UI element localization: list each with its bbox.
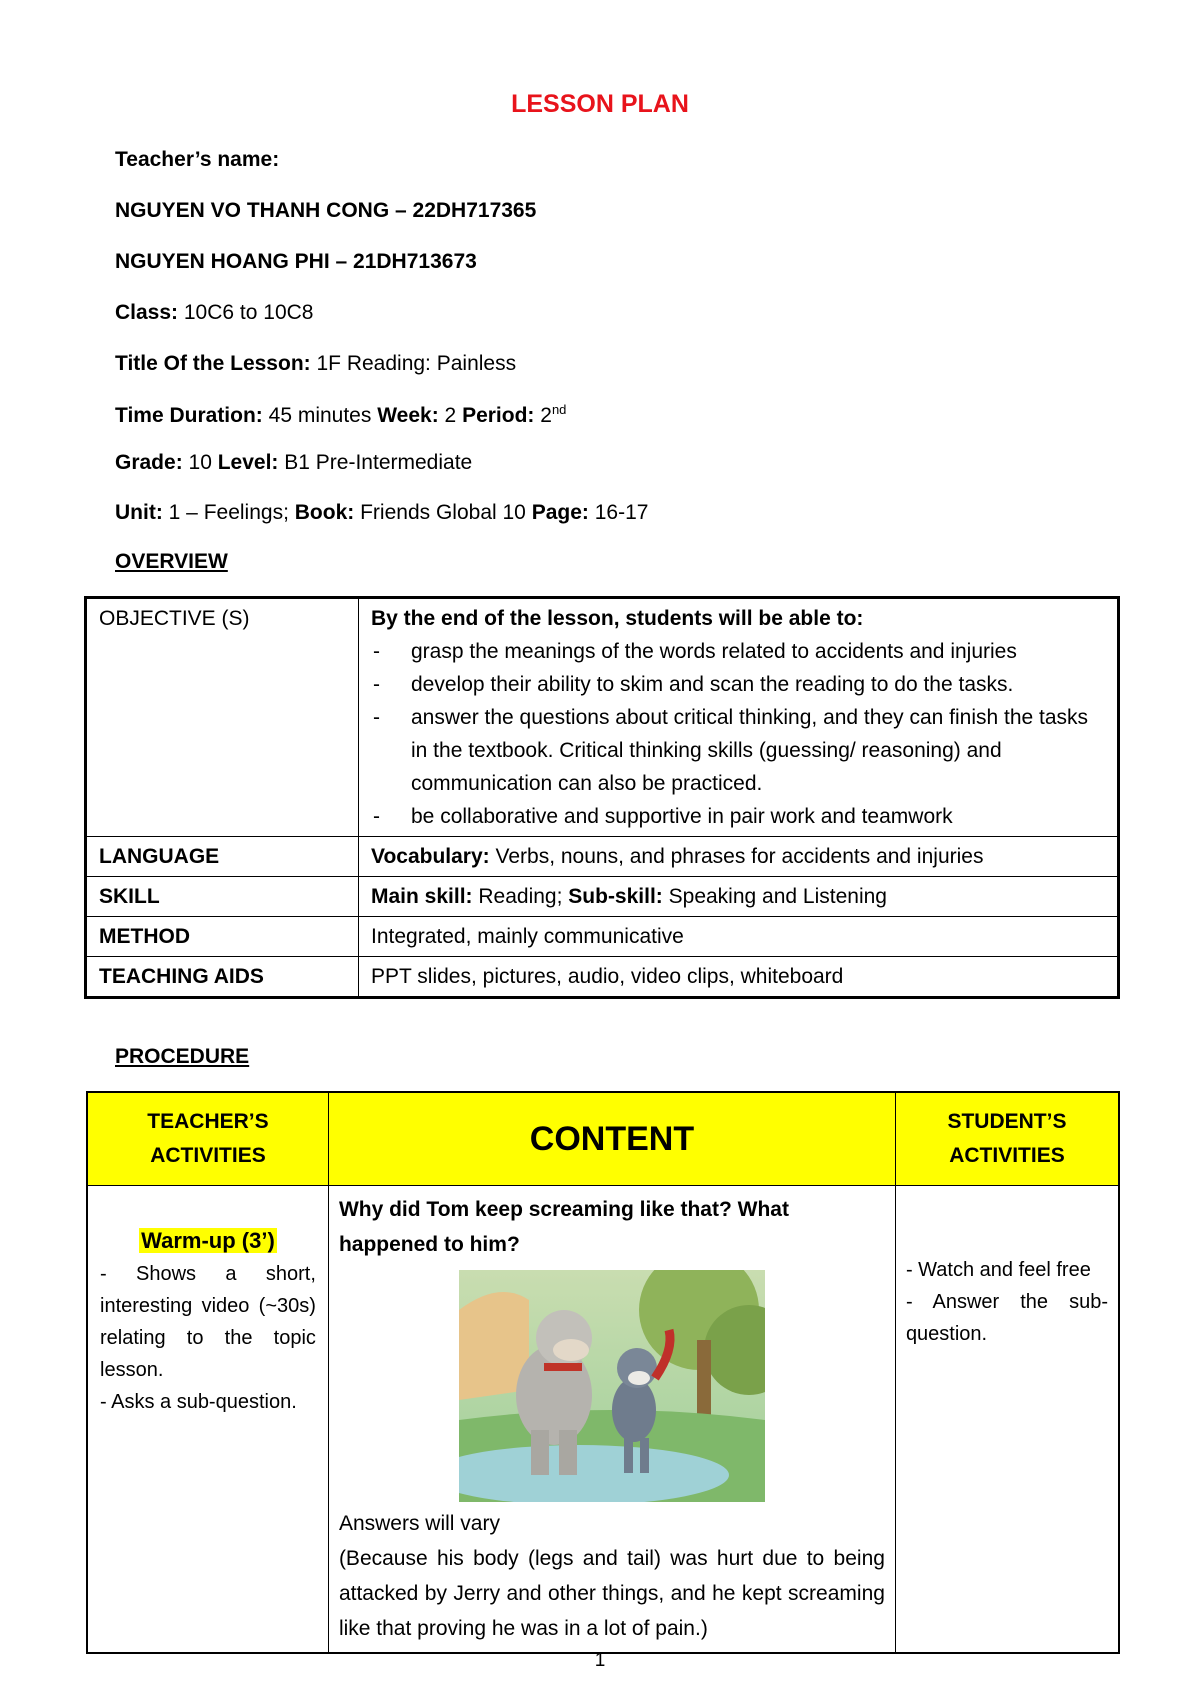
skill-row	[86, 877, 1119, 917]
header-student: STUDENT’S ACTIVITIES	[895, 1092, 1119, 1186]
objective-item: - answer the questions about critical thinking, and they can finish the tasks in the textbook. Critical thinking skills (guessing/ reasoning) and communication can also be practiced.	[371, 701, 1105, 800]
teacher-activity-2: - Asks a sub-question.	[100, 1391, 297, 1413]
grade-line: Grade: 10 Level: B1 Pre-Intermediate	[115, 451, 473, 474]
warmup-row	[87, 1186, 1119, 1654]
time-line: Time Duration: 45 minutes Week: 2 Period: 2nd	[115, 402, 567, 427]
teacher-activity-1: - Shows a short, interesting video (~30s) relating to the topic lesson.	[100, 1263, 316, 1381]
language-row	[86, 837, 1119, 877]
teacher-1: NGUYEN VO THANH CONG – 22DH717365	[115, 199, 537, 222]
content-cell	[328, 1186, 895, 1654]
stage-label: Warm-up (3’)	[141, 1228, 275, 1253]
overview-heading: OVERVIEW	[115, 550, 228, 573]
student-activities-cell	[895, 1186, 1119, 1654]
objective-item: - develop their ability to skim and scan the reading to do the tasks.	[371, 668, 1105, 701]
method-row	[86, 917, 1119, 957]
skill-value: Main skill: Reading; Sub-skill: Speaking and Listening	[359, 877, 1119, 917]
procedure-header-row	[87, 1092, 1119, 1186]
objective-row	[86, 598, 1119, 837]
page-number: 1	[594, 1650, 606, 1671]
student-activity-1: - Watch and feel free	[905, 1259, 1091, 1281]
overview-table	[84, 596, 1120, 999]
skill-label: SKILL	[99, 885, 160, 908]
class-line: Class: 10C6 to 10C8	[115, 301, 314, 324]
method-label: METHOD	[99, 925, 190, 948]
objective-content: By the end of the lesson, students will be able to: - grasp the meanings of the words related to accidents and injuries - develop their ability to skim and scan the reading to do the tasks. - answer the questions about critical thinking, and they can finish the tasks in the textbook. Critical thinking skills (guessing/ reasoning) and communication can also be practiced. - be collaborative and supportive in pair work and teamwork	[359, 598, 1119, 837]
teacher-2: NGUYEN HOANG PHI – 21DH713673	[115, 250, 477, 273]
teacher-label: Teacher’s name:	[115, 148, 280, 171]
aids-row	[86, 957, 1119, 998]
unit-line: Unit: 1 – Feelings; Book: Friends Global 10 Page: 16-17	[115, 501, 649, 524]
answer-explanation: (Because his body (legs and tail) was hurt due to being attacked by Jerry and other things, and he kept screaming like that proving he was in a lot of pain.)	[338, 1547, 885, 1640]
lesson-title-line: Title Of the Lesson: 1F Reading: Painless	[115, 352, 517, 375]
language-value: Vocabulary: Verbs, nouns, and phrases for accidents and injuries	[359, 837, 1119, 877]
page-title: LESSON PLAN	[511, 90, 689, 118]
procedure-table	[86, 1091, 1120, 1654]
warmup-question: Why did Tom keep screaming like that? What happened to him?	[338, 1198, 789, 1256]
teacher-activities-cell	[87, 1186, 328, 1654]
objective-item: - be collaborative and supportive in pair work and teamwork	[371, 800, 1105, 833]
aids-label: TEACHING AIDS	[99, 965, 264, 988]
student-activity-2: - Answer the sub-question.	[905, 1291, 1108, 1345]
answer-note: Answers will vary	[338, 1512, 500, 1535]
cartoon-image	[459, 1270, 765, 1502]
language-label: LANGUAGE	[99, 845, 220, 868]
objective-label: OBJECTIVE (S)	[86, 598, 359, 837]
header-teacher: TEACHER’S ACTIVITIES	[87, 1092, 328, 1186]
method-value: Integrated, mainly communicative	[359, 917, 1119, 957]
procedure-heading: PROCEDURE	[115, 1045, 250, 1068]
objective-item: - grasp the meanings of the words related to accidents and injuries	[371, 635, 1105, 668]
header-content: CONTENT	[328, 1092, 895, 1186]
aids-value: PPT slides, pictures, audio, video clips, whiteboard	[359, 957, 1119, 998]
